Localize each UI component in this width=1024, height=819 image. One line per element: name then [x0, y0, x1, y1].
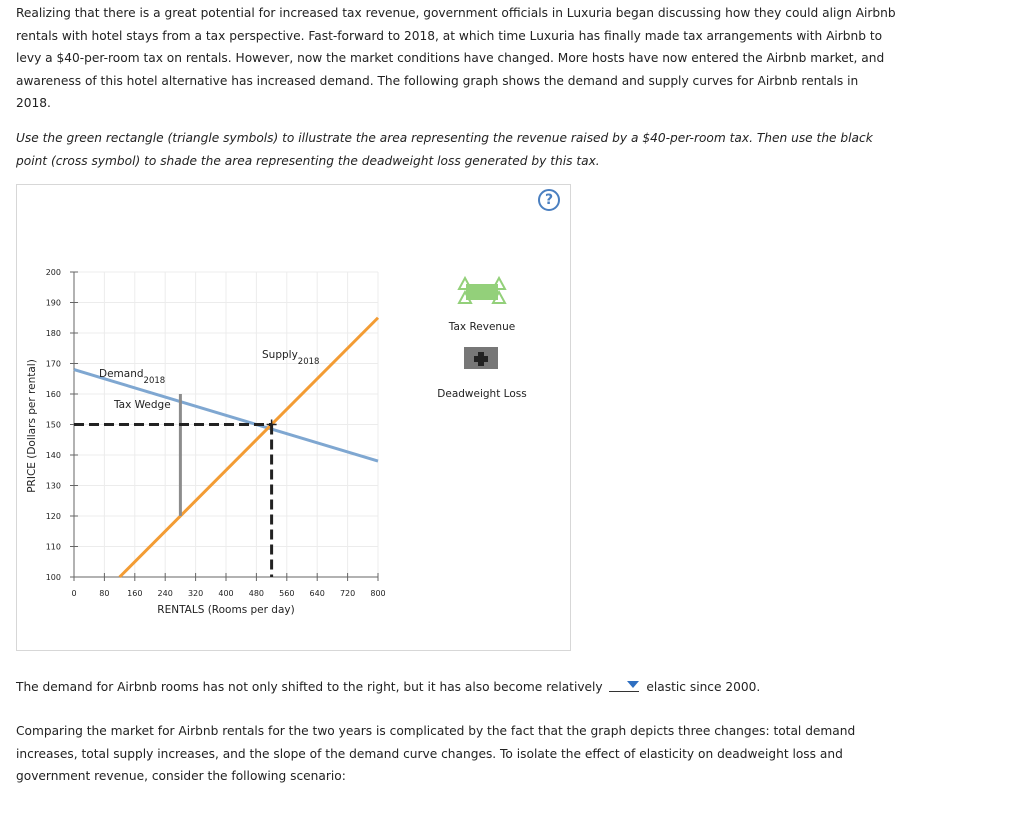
- supply-label-name: Supply: [262, 349, 298, 361]
- x-tick-label: 480: [248, 589, 265, 598]
- tax-wedge-label: Tax Wedge: [114, 399, 171, 411]
- intro-paragraph: Realizing that there is a great potential for increased tax revenue, government officials in Luxuria began discussing how they could align Airbnb rentals with hotel stays from a tax perspective. Fast-forward to 2018, at which time Luxuria has finally made tax arrangements with Airbnb to levy a $40-per-room tax on rentals. However, now the market conditions have changed. More hosts have now entered the Airbnb market, and awareness of this hotel alternative has increased demand. The following graph shows the demand and supply curves for Airbnb rentals in 2018.: [16, 6, 896, 111]
- deadweight-loss-tool[interactable]: [464, 347, 498, 369]
- x-tick-label: 800: [370, 589, 386, 598]
- x-tick-label: 320: [187, 589, 204, 598]
- elasticity-question: [16, 677, 760, 697]
- y-axis-label: PRICE (Dollars per rental): [26, 359, 38, 493]
- triangle-icon: [493, 278, 505, 289]
- y-tick-label: 200: [45, 268, 61, 277]
- x-axis-label: RENTALS (Rooms per day): [157, 604, 295, 616]
- demand-label-name: Demand: [99, 368, 144, 380]
- supply-label-sub: 2018: [297, 357, 320, 367]
- triangle-icon: [459, 278, 471, 289]
- help-icon[interactable]: ?: [538, 189, 560, 211]
- x-tick-label: 80: [99, 589, 110, 598]
- question-text-after: elastic since 2000.: [646, 680, 761, 694]
- y-tick-label: 170: [45, 359, 61, 369]
- scenario-paragraph: Comparing the market for Airbnb rentals for the two years is complicated by the fact that the graph depicts three changes: total demand increases, total supply increases, and the slope of the demand curve changes. To isolate the effect of elasticity on deadweight loss and government revenue, consider the following scenario:: [16, 724, 856, 784]
- y-tick-label: 120: [45, 512, 61, 521]
- demand-label-sub: 2018: [143, 376, 166, 386]
- chevron-down-icon: [627, 681, 639, 688]
- ticks-layer: [46, 268, 386, 598]
- supply-label: [262, 349, 319, 367]
- y-tick-label: 180: [45, 329, 61, 338]
- x-tick-label: 160: [127, 589, 143, 598]
- y-tick-label: 100: [45, 573, 61, 582]
- elasticity-dropdown[interactable]: [609, 679, 639, 692]
- y-tick-label: 110: [45, 542, 61, 552]
- x-tick-label: 240: [157, 589, 173, 598]
- x-tick-label: 560: [279, 589, 295, 598]
- tax-revenue-tool[interactable]: [459, 278, 505, 303]
- supply-curve: [120, 318, 378, 577]
- y-tick-label: 140: [45, 451, 61, 460]
- y-tick-label: 160: [45, 390, 61, 399]
- question-text-before: The demand for Airbnb rooms has not only shifted to the right, but it has also become relatively: [16, 680, 603, 694]
- deadweight-loss-tool-label: Deadweight Loss: [437, 388, 527, 400]
- tax-revenue-swatch: [466, 284, 498, 300]
- demand-label: [99, 368, 165, 386]
- x-tick-label: 0: [71, 589, 77, 598]
- y-tick-label: 150: [45, 420, 61, 430]
- y-tick-label: 190: [45, 298, 61, 308]
- x-tick-label: 640: [309, 589, 325, 598]
- tax-revenue-tool-label: Tax Revenue: [448, 321, 516, 333]
- x-tick-label: 400: [218, 589, 234, 598]
- y-tick-label: 130: [45, 481, 61, 491]
- instruction-paragraph: Use the green rectangle (triangle symbols) to illustrate the area representing the revenue raised by a $40-per-room tax. Then use the black point (cross symbol) to shade the area representing the deadweight loss generated by this tax.: [16, 131, 873, 168]
- x-tick-label: 720: [339, 589, 356, 598]
